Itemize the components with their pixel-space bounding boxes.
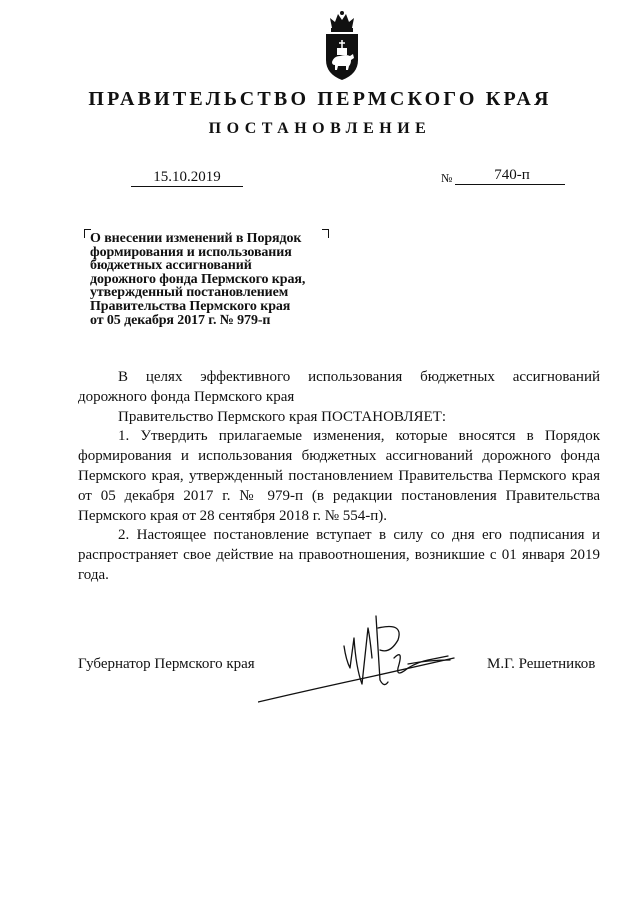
subject-line: формирования и использования xyxy=(90,244,292,260)
subject-line: О внесении изменений в Порядок xyxy=(90,231,302,246)
subject-line: дорожного фонда Пермского края, xyxy=(90,271,306,287)
handwritten-signature-icon xyxy=(258,598,458,708)
signatory-name: М.Г. Решетников xyxy=(487,656,596,672)
document-date: 15.10.2019 xyxy=(131,168,243,187)
document-number: 740-п xyxy=(455,166,565,185)
number-sign: № xyxy=(441,171,453,185)
subject-line: бюджетных ассигнований xyxy=(90,258,252,274)
government-title: ПРАВИТЕЛЬСТВО ПЕРМСКОГО КРАЯ xyxy=(88,88,552,110)
body-paragraph-purpose: В целях эффективного использования бюджетных ассигнований дорожного фонда Пермского края xyxy=(78,369,600,405)
document-subject xyxy=(90,232,350,327)
subject-line: Правительства Пермского края xyxy=(90,298,291,314)
body-paragraph-item-2: 2. Настоящее постановление вступает в силу со дня его подписания и распространяет свое действие на правоотношения, возникшие с 01 января 2019 года. xyxy=(78,527,600,583)
perm-krai-coat-of-arms-icon xyxy=(322,10,362,82)
signatory-role: Губернатор Пермского края xyxy=(78,656,255,672)
body-paragraph-resolves: Правительство Пермского края ПОСТАНОВЛЯЕТ: xyxy=(118,408,447,425)
document-type: ПОСТАНОВЛЕНИЕ xyxy=(208,120,432,137)
body-paragraph-item-1: 1. Утвердить прилагаемые изменения, которые вносятся в Порядок формирования и использования бюджетных ассигнований дорожного фонда Пермского края, утвержденный постановлением Правительства Пермского края от 05 декабря 2017 г. № 979-п (в редакции постановления Правительства Пермского края от 28 сентября 2018 г. № 554-п). xyxy=(78,428,600,524)
subject-line: от 05 декабря 2017 г. № 979-п xyxy=(90,312,271,328)
document-body xyxy=(78,368,600,586)
subject-line: утвержденный постановлением xyxy=(90,285,289,301)
